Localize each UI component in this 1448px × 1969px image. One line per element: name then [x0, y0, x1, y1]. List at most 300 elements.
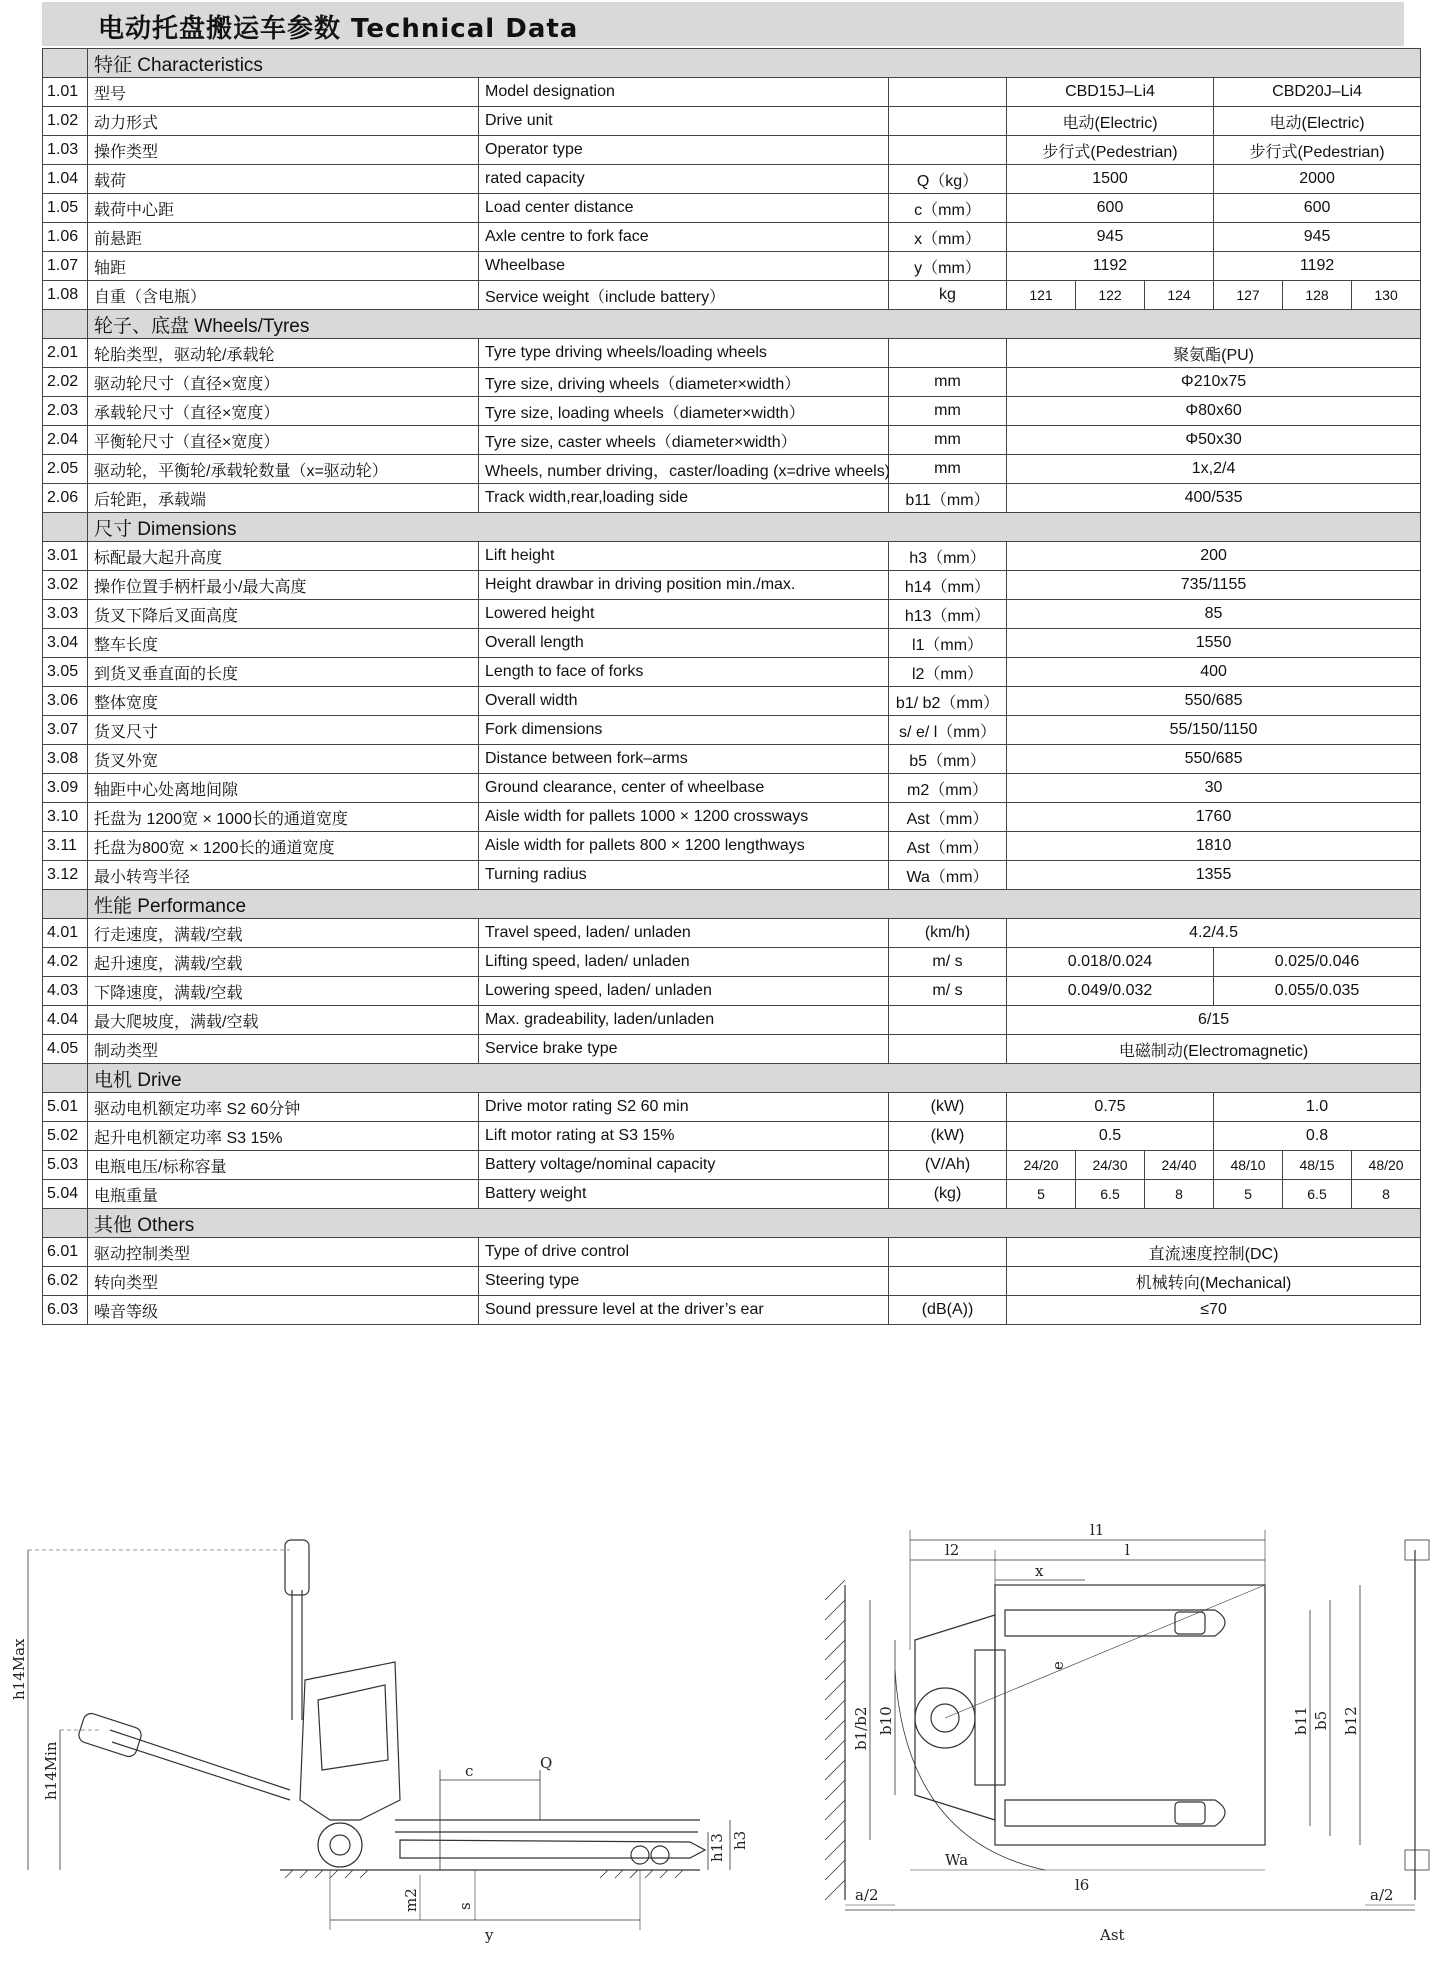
value-cell: 945: [1214, 223, 1421, 252]
table-row: [43, 1035, 1421, 1064]
row-number: 3.11: [43, 832, 88, 861]
table-row: [43, 252, 1421, 281]
row-unit: (kg): [889, 1180, 1007, 1209]
value-cell: 122: [1076, 281, 1145, 310]
spec-table: [42, 48, 1421, 1325]
value-cell: 24/30: [1076, 1151, 1145, 1180]
row-unit: s/ e/ l（mm）: [889, 716, 1007, 745]
row-label-cn: 制动类型: [88, 1035, 479, 1064]
table-row: [43, 861, 1421, 890]
row-label-cn: 噪音等级: [88, 1296, 479, 1325]
row-number: 4.04: [43, 1006, 88, 1035]
row-number: 6.01: [43, 1238, 88, 1267]
row-label-en: Tyre size, driving wheels（diameter×width）: [479, 368, 889, 397]
row-label-en: Aisle width for pallets 1000 × 1200 crossways: [479, 803, 889, 832]
section-no-cell: [43, 890, 88, 919]
label-e: e: [1049, 1661, 1067, 1670]
value-cell: Φ50x30: [1007, 426, 1421, 455]
table-row: [43, 339, 1421, 368]
row-unit: [889, 78, 1007, 107]
table-row: [43, 919, 1421, 948]
value-cell: 电磁制动(Electromagnetic): [1007, 1035, 1421, 1064]
row-label-cn: 前悬距: [88, 223, 479, 252]
table-row: [43, 977, 1421, 1006]
value-cell: 945: [1007, 223, 1214, 252]
value-cell: 1810: [1007, 832, 1421, 861]
row-number: 5.03: [43, 1151, 88, 1180]
table-row: [43, 107, 1421, 136]
table-row: [43, 571, 1421, 600]
label-x: x: [1035, 1562, 1044, 1580]
side-view-drawing: [0, 1400, 749, 1960]
label-b12: b12: [1342, 1706, 1360, 1735]
section-no-cell: [43, 1209, 88, 1238]
row-label-en: Overall length: [479, 629, 889, 658]
row-label-cn: 转向类型: [88, 1267, 479, 1296]
row-number: 3.04: [43, 629, 88, 658]
table-row: [43, 658, 1421, 687]
row-label-cn: 驱动电机额定功率 S2 60分钟: [88, 1093, 479, 1122]
row-label-cn: 标配最大起升高度: [88, 542, 479, 571]
value-cell: 130: [1352, 281, 1421, 310]
value-cell: 124: [1145, 281, 1214, 310]
row-label-cn: 操作位置手柄杆最小/最大高度: [88, 571, 479, 600]
label-b5: b5: [1312, 1710, 1330, 1730]
top-view-drawing: [815, 1400, 1445, 1960]
row-label-cn: 最小转弯半径: [88, 861, 479, 890]
row-number: 1.03: [43, 136, 88, 165]
row-label-en: Axle centre to fork face: [479, 223, 889, 252]
row-unit: (km/h): [889, 919, 1007, 948]
row-unit: mm: [889, 455, 1007, 484]
row-label-en: Height drawbar in driving position min./max.: [479, 571, 889, 600]
row-unit: l2（mm）: [889, 658, 1007, 687]
label-a2-left: a/2: [855, 1886, 879, 1904]
value-cell: 步行式(Pedestrian): [1214, 136, 1421, 165]
value-cell: 600: [1214, 194, 1421, 223]
row-label-cn: 操作类型: [88, 136, 479, 165]
row-label-cn: 到货叉垂直面的长度: [88, 658, 479, 687]
value-cell: 机械转向(Mechanical): [1007, 1267, 1421, 1296]
value-cell: CBD15J–Li4: [1007, 78, 1214, 107]
value-cell: 0.049/0.032: [1007, 977, 1214, 1006]
value-cell: 48/15: [1283, 1151, 1352, 1180]
row-unit: h13（mm）: [889, 600, 1007, 629]
row-unit: b5（mm）: [889, 745, 1007, 774]
row-number: 3.12: [43, 861, 88, 890]
table-row: [43, 1151, 1421, 1180]
value-cell: 6.5: [1283, 1180, 1352, 1209]
row-number: 1.01: [43, 78, 88, 107]
value-cell: 24/20: [1007, 1151, 1076, 1180]
value-cell: ≤70: [1007, 1296, 1421, 1325]
row-label-cn: 货叉下降后叉面高度: [88, 600, 479, 629]
row-number: 3.07: [43, 716, 88, 745]
table-row: [43, 136, 1421, 165]
value-cell: 24/40: [1145, 1151, 1214, 1180]
table-row: [43, 397, 1421, 426]
row-label-en: Max. gradeability, laden/unladen: [479, 1006, 889, 1035]
row-unit: h3（mm）: [889, 542, 1007, 571]
row-label-en: Load center distance: [479, 194, 889, 223]
table-row: [43, 745, 1421, 774]
label-h14min: h14Min: [42, 1741, 60, 1800]
table-row: [43, 716, 1421, 745]
row-number: 3.03: [43, 600, 88, 629]
section-header-row: [43, 1064, 1421, 1093]
row-label-cn: 起升速度，满载/空载: [88, 948, 479, 977]
row-number: 3.02: [43, 571, 88, 600]
value-cell: 5: [1007, 1180, 1076, 1209]
table-row: [43, 1093, 1421, 1122]
row-unit: Ast（mm）: [889, 803, 1007, 832]
row-unit: [889, 1006, 1007, 1035]
row-unit: m/ s: [889, 977, 1007, 1006]
label-a2-right: a/2: [1370, 1886, 1394, 1904]
row-label-cn: 货叉外宽: [88, 745, 479, 774]
row-label-en: Lowering speed, laden/ unladen: [479, 977, 889, 1006]
row-label-cn: 自重（含电瓶）: [88, 281, 479, 310]
row-label-cn: 最大爬坡度，满载/空载: [88, 1006, 479, 1035]
row-label-en: Wheels, number driving，caster/loading (x=drive wheels): [479, 455, 889, 484]
row-label-en: Travel speed, laden/ unladen: [479, 919, 889, 948]
value-cell: 1760: [1007, 803, 1421, 832]
table-row: [43, 1180, 1421, 1209]
row-unit: b1/ b2（mm）: [889, 687, 1007, 716]
value-cell: 1x,2/4: [1007, 455, 1421, 484]
label-s: s: [456, 1902, 474, 1910]
row-label-en: Fork dimensions: [479, 716, 889, 745]
value-cell: 4.2/4.5: [1007, 919, 1421, 948]
label-h13: h13: [708, 1833, 726, 1862]
row-number: 2.01: [43, 339, 88, 368]
table-row: [43, 194, 1421, 223]
row-unit: mm: [889, 368, 1007, 397]
row-unit: Ast（mm）: [889, 832, 1007, 861]
row-number: 3.01: [43, 542, 88, 571]
row-unit: mm: [889, 426, 1007, 455]
value-cell: CBD20J–Li4: [1214, 78, 1421, 107]
row-unit: [889, 1267, 1007, 1296]
section-label: 其他 Others: [88, 1209, 1421, 1238]
row-label-en: Battery voltage/nominal capacity: [479, 1151, 889, 1180]
row-label-cn: 托盘为 1200宽 × 1000长的通道宽度: [88, 803, 479, 832]
row-number: 1.08: [43, 281, 88, 310]
value-cell: 1500: [1007, 165, 1214, 194]
row-unit: [889, 1238, 1007, 1267]
row-label-cn: 下降速度，满载/空载: [88, 977, 479, 1006]
row-label-en: Distance between fork–arms: [479, 745, 889, 774]
row-unit: (V/Ah): [889, 1151, 1007, 1180]
value-cell: 电动(Electric): [1007, 107, 1214, 136]
row-label-en: Lifting speed, laden/ unladen: [479, 948, 889, 977]
row-label-en: Lift motor rating at S3 15%: [479, 1122, 889, 1151]
title-bar: [42, 2, 1404, 46]
value-cell: 8: [1352, 1180, 1421, 1209]
section-no-cell: [43, 49, 88, 78]
row-label-cn: 电瓶重量: [88, 1180, 479, 1209]
row-label-en: Type of drive control: [479, 1238, 889, 1267]
section-label: 特征 Characteristics: [88, 49, 1421, 78]
row-number: 1.04: [43, 165, 88, 194]
table-row: [43, 832, 1421, 861]
row-label-en: Tyre size, caster wheels（diameter×width）: [479, 426, 889, 455]
row-unit: l1（mm）: [889, 629, 1007, 658]
row-label-cn: 载荷: [88, 165, 479, 194]
table-row: [43, 600, 1421, 629]
row-label-en: Wheelbase: [479, 252, 889, 281]
row-number: 3.06: [43, 687, 88, 716]
row-number: 1.02: [43, 107, 88, 136]
row-label-cn: 轴距中心处离地间隙: [88, 774, 479, 803]
label-Q: Q: [540, 1754, 553, 1772]
page-title: 电动托盘搬运车参数 Technical Data: [98, 14, 579, 44]
row-label-en: Sound pressure level at the driver’s ear: [479, 1296, 889, 1325]
row-number: 1.05: [43, 194, 88, 223]
table-row: [43, 629, 1421, 658]
row-label-en: Length to face of forks: [479, 658, 889, 687]
row-unit: (dB(A)): [889, 1296, 1007, 1325]
row-unit: (kW): [889, 1093, 1007, 1122]
value-cell: 55/150/1150: [1007, 716, 1421, 745]
table-row: [43, 1238, 1421, 1267]
row-unit: m2（mm）: [889, 774, 1007, 803]
section-header-row: [43, 513, 1421, 542]
row-label-cn: 动力形式: [88, 107, 479, 136]
row-label-cn: 平衡轮尺寸（直径×宽度）: [88, 426, 479, 455]
table-row: [43, 1122, 1421, 1151]
row-label-en: Service weight（include battery）: [479, 281, 889, 310]
row-label-en: Lowered height: [479, 600, 889, 629]
row-number: 3.08: [43, 745, 88, 774]
value-cell: 0.5: [1007, 1122, 1214, 1151]
row-label-cn: 电瓶电压/标称容量: [88, 1151, 479, 1180]
label-b11: b11: [1292, 1706, 1310, 1735]
row-label-en: Service brake type: [479, 1035, 889, 1064]
drawings-area: [0, 1400, 1448, 1960]
section-label: 性能 Performance: [88, 890, 1421, 919]
value-cell: 1192: [1007, 252, 1214, 281]
row-number: 3.10: [43, 803, 88, 832]
row-unit: h14（mm）: [889, 571, 1007, 600]
row-unit: y（mm）: [889, 252, 1007, 281]
row-label-en: Tyre type driving wheels/loading wheels: [479, 339, 889, 368]
table-row: [43, 281, 1421, 310]
row-unit: c（mm）: [889, 194, 1007, 223]
row-label-en: Ground clearance, center of wheelbase: [479, 774, 889, 803]
label-m2: m2: [402, 1888, 420, 1912]
label-b1b2: b1/b2: [852, 1706, 870, 1750]
table-row: [43, 368, 1421, 397]
value-cell: 550/685: [1007, 687, 1421, 716]
row-unit: [889, 107, 1007, 136]
row-unit: Wa（mm）: [889, 861, 1007, 890]
row-number: 5.01: [43, 1093, 88, 1122]
row-label-en: Steering type: [479, 1267, 889, 1296]
row-number: 6.02: [43, 1267, 88, 1296]
row-label-cn: 整体宽度: [88, 687, 479, 716]
value-cell: 0.8: [1214, 1122, 1421, 1151]
value-cell: 6.5: [1076, 1180, 1145, 1209]
label-Wa: Wa: [945, 1851, 969, 1869]
value-cell: 400: [1007, 658, 1421, 687]
row-label-en: Tyre size, loading wheels（diameter×width）: [479, 397, 889, 426]
value-cell: 6/15: [1007, 1006, 1421, 1035]
value-cell: 1192: [1214, 252, 1421, 281]
row-label-en: Drive motor rating S2 60 min: [479, 1093, 889, 1122]
row-unit: kg: [889, 281, 1007, 310]
table-row: [43, 165, 1421, 194]
label-l6: l6: [1075, 1876, 1090, 1894]
row-label-cn: 型号: [88, 78, 479, 107]
value-cell: 121: [1007, 281, 1076, 310]
value-cell: 聚氨酯(PU): [1007, 339, 1421, 368]
row-label-en: Battery weight: [479, 1180, 889, 1209]
value-cell: 步行式(Pedestrian): [1007, 136, 1214, 165]
row-label-en: Aisle width for pallets 800 × 1200 lengthways: [479, 832, 889, 861]
label-l1: l1: [1090, 1521, 1105, 1539]
value-cell: 0.018/0.024: [1007, 948, 1214, 977]
value-cell: 600: [1007, 194, 1214, 223]
row-label-en: Track width,rear,loading side: [479, 484, 889, 513]
table-row: [43, 1006, 1421, 1035]
value-cell: 电动(Electric): [1214, 107, 1421, 136]
row-label-cn: 驱动轮尺寸（直径×宽度）: [88, 368, 479, 397]
row-unit: [889, 339, 1007, 368]
row-label-en: Drive unit: [479, 107, 889, 136]
value-cell: 0.055/0.035: [1214, 977, 1421, 1006]
value-cell: 0.025/0.046: [1214, 948, 1421, 977]
label-b10: b10: [877, 1706, 895, 1735]
row-number: 2.06: [43, 484, 88, 513]
section-header-row: [43, 890, 1421, 919]
value-cell: 0.75: [1007, 1093, 1214, 1122]
section-label: 尺寸 Dimensions: [88, 513, 1421, 542]
table-row: [43, 484, 1421, 513]
row-number: 3.05: [43, 658, 88, 687]
value-cell: 200: [1007, 542, 1421, 571]
row-unit: [889, 1035, 1007, 1064]
table-row: [43, 948, 1421, 977]
table-row: [43, 542, 1421, 571]
row-number: 5.02: [43, 1122, 88, 1151]
row-label-en: Model designation: [479, 78, 889, 107]
row-number: 2.05: [43, 455, 88, 484]
row-unit: m/ s: [889, 948, 1007, 977]
label-l2: l2: [945, 1541, 960, 1559]
row-label-en: rated capacity: [479, 165, 889, 194]
row-number: 4.05: [43, 1035, 88, 1064]
label-c: c: [465, 1762, 474, 1780]
row-number: 2.02: [43, 368, 88, 397]
section-header-row: [43, 310, 1421, 339]
row-number: 2.03: [43, 397, 88, 426]
table-row: [43, 687, 1421, 716]
label-y: y: [485, 1926, 494, 1944]
section-no-cell: [43, 310, 88, 339]
row-unit: x（mm）: [889, 223, 1007, 252]
row-unit: mm: [889, 397, 1007, 426]
row-number: 3.09: [43, 774, 88, 803]
value-cell: 8: [1145, 1180, 1214, 1209]
value-cell: 1.0: [1214, 1093, 1421, 1122]
value-cell: 735/1155: [1007, 571, 1421, 600]
row-number: 1.06: [43, 223, 88, 252]
value-cell: 48/20: [1352, 1151, 1421, 1180]
row-label-en: Operator type: [479, 136, 889, 165]
row-label-en: Lift height: [479, 542, 889, 571]
section-label: 电机 Drive: [88, 1064, 1421, 1093]
row-label-cn: 货叉尺寸: [88, 716, 479, 745]
value-cell: Φ210x75: [1007, 368, 1421, 397]
section-no-cell: [43, 1064, 88, 1093]
row-label-cn: 载荷中心距: [88, 194, 479, 223]
section-header-row: [43, 49, 1421, 78]
row-number: 2.04: [43, 426, 88, 455]
table-row: [43, 774, 1421, 803]
row-number: 6.03: [43, 1296, 88, 1325]
row-number: 1.07: [43, 252, 88, 281]
row-label-cn: 承载轮尺寸（直径×宽度）: [88, 397, 479, 426]
value-cell: 2000: [1214, 165, 1421, 194]
row-label-cn: 整车长度: [88, 629, 479, 658]
section-header-row: [43, 1209, 1421, 1238]
row-label-cn: 轴距: [88, 252, 479, 281]
row-unit: [889, 136, 1007, 165]
table-row: [43, 78, 1421, 107]
row-label-en: Overall width: [479, 687, 889, 716]
row-number: 5.04: [43, 1180, 88, 1209]
value-cell: 128: [1283, 281, 1352, 310]
table-row: [43, 803, 1421, 832]
row-unit: Q（kg）: [889, 165, 1007, 194]
table-row: [43, 1267, 1421, 1296]
row-number: 4.03: [43, 977, 88, 1006]
row-label-cn: 行走速度，满载/空载: [88, 919, 479, 948]
row-label-cn: 托盘为800宽 × 1200长的通道宽度: [88, 832, 479, 861]
row-number: 4.02: [43, 948, 88, 977]
label-l: l: [1125, 1541, 1130, 1559]
row-number: 4.01: [43, 919, 88, 948]
row-label-cn: 轮胎类型，驱动轮/承载轮: [88, 339, 479, 368]
label-Ast: Ast: [1100, 1926, 1125, 1944]
label-h14max: h14Max: [10, 1638, 28, 1700]
row-label-cn: 后轮距，承载端: [88, 484, 479, 513]
row-label-en: Turning radius: [479, 861, 889, 890]
value-cell: 5: [1214, 1180, 1283, 1209]
value-cell: 400/535: [1007, 484, 1421, 513]
section-no-cell: [43, 513, 88, 542]
row-unit: b11（mm）: [889, 484, 1007, 513]
row-label-cn: 驱动控制类型: [88, 1238, 479, 1267]
value-cell: 30: [1007, 774, 1421, 803]
label-h3: h3: [731, 1830, 749, 1850]
row-unit: (kW): [889, 1122, 1007, 1151]
section-label: 轮子、底盘 Wheels/Tyres: [88, 310, 1421, 339]
value-cell: 直流速度控制(DC): [1007, 1238, 1421, 1267]
value-cell: 48/10: [1214, 1151, 1283, 1180]
value-cell: 85: [1007, 600, 1421, 629]
row-label-cn: 起升电机额定功率 S3 15%: [88, 1122, 479, 1151]
value-cell: 550/685: [1007, 745, 1421, 774]
table-row: [43, 1296, 1421, 1325]
value-cell: 127: [1214, 281, 1283, 310]
value-cell: 1355: [1007, 861, 1421, 890]
table-row: [43, 223, 1421, 252]
table-row: [43, 455, 1421, 484]
value-cell: 1550: [1007, 629, 1421, 658]
row-label-cn: 驱动轮，平衡轮/承载轮数量（x=驱动轮）: [88, 455, 479, 484]
